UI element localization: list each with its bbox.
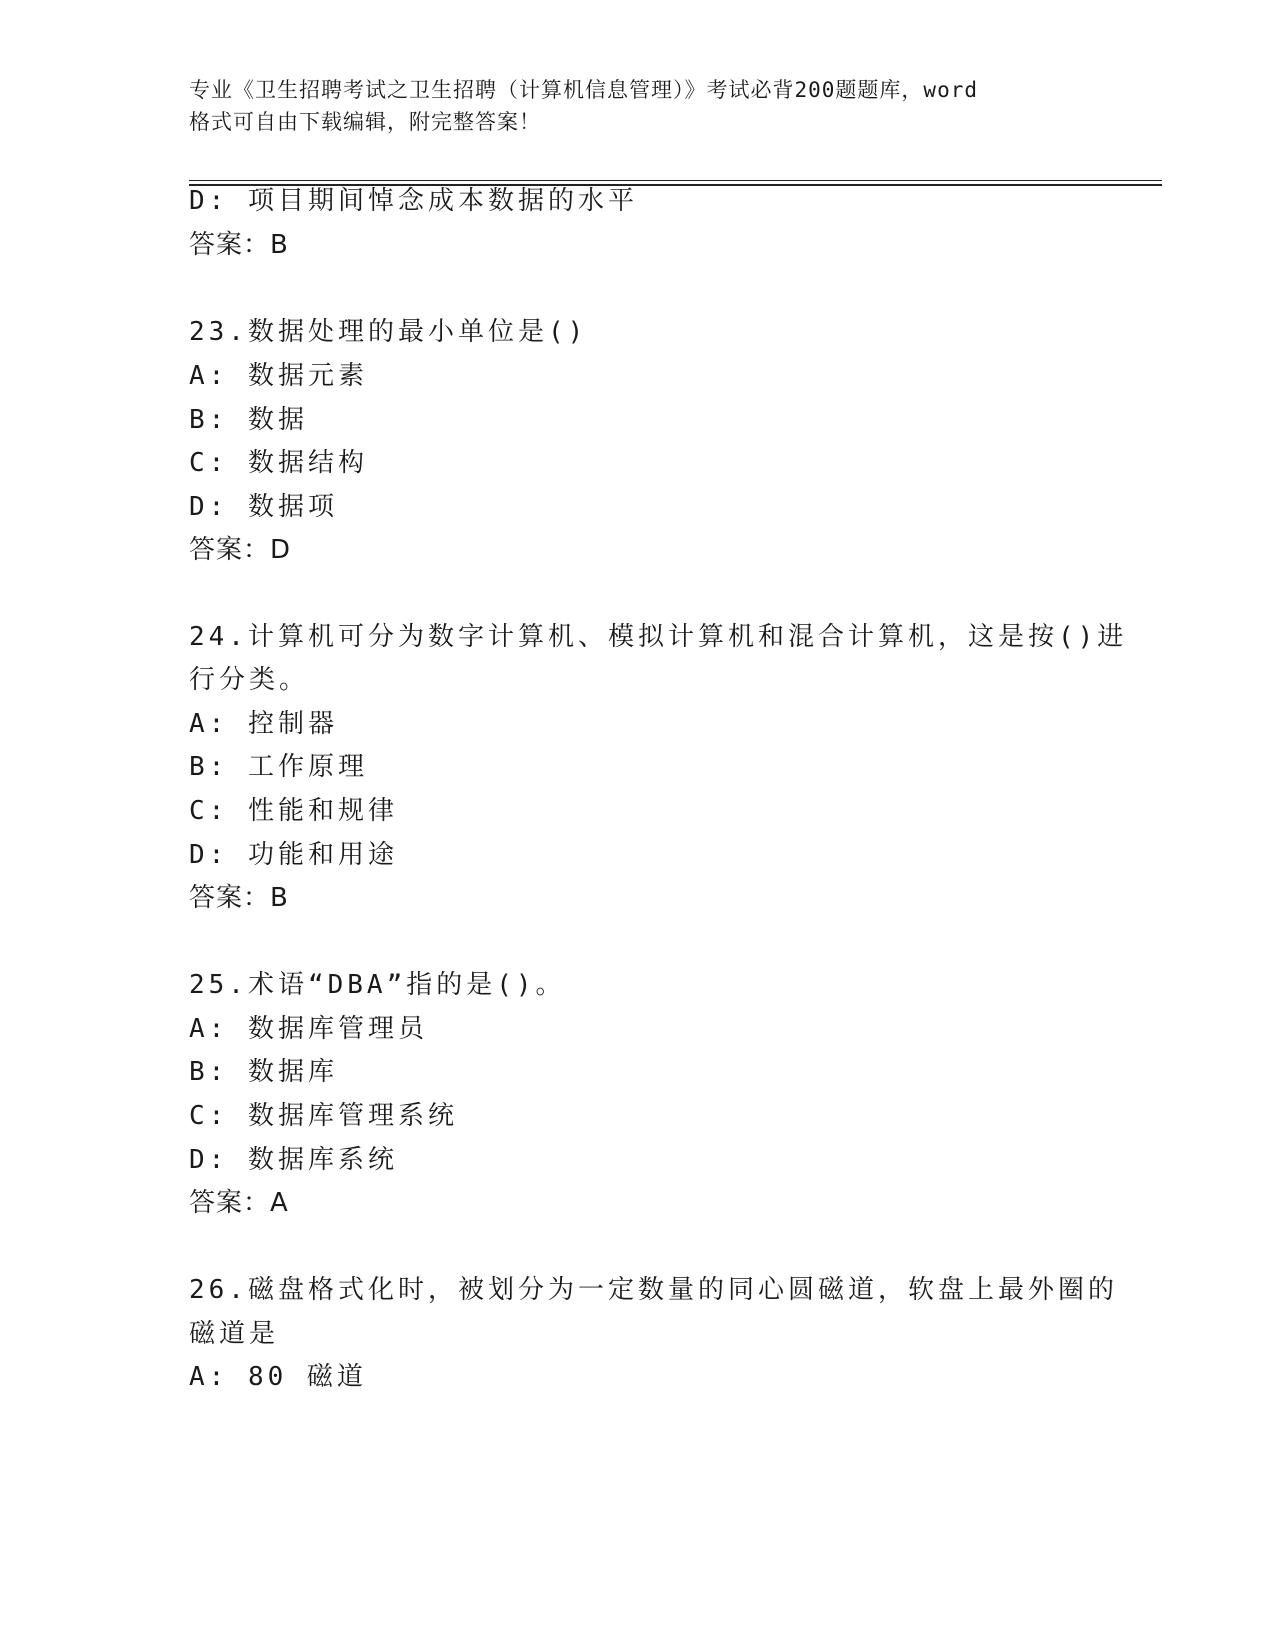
question-24-option-a: A: 控制器 — [189, 709, 338, 739]
question-23-answer: 答案：D — [189, 535, 292, 565]
question-25-option-c: C: 数据库管理系统 — [189, 1101, 458, 1131]
question-23-option-d: D: 数据项 — [189, 492, 338, 522]
question-24-option-c: C: 性能和规律 — [189, 796, 398, 826]
question-24-stem-line-2: 行分类。 — [189, 665, 310, 695]
document-header — [189, 74, 1089, 138]
prev-question-answer: 答案：B — [189, 230, 289, 260]
question-26-option-a: A: 80 磁道 — [189, 1362, 367, 1392]
question-24-answer: 答案：B — [189, 883, 289, 913]
question-23-option-a: A: 数据元素 — [189, 361, 368, 391]
question-26-stem-line-1: 26.磁盘格式化时，被划分为一定数量的同心圆磁道，软盘上最外圈的 — [189, 1275, 1118, 1305]
question-25-option-b: B: 数据库 — [189, 1057, 338, 1087]
question-23-option-c: C: 数据结构 — [189, 448, 368, 478]
question-24-option-b: B: 工作原理 — [189, 752, 368, 782]
prev-question-option-d: D: 项目期间悼念成本数据的水平 — [189, 186, 638, 216]
question-25-stem: 25.术语“DBA”指的是()。 — [189, 970, 566, 1000]
question-25-answer: 答案：A — [189, 1188, 289, 1218]
header-line-1: 专业《卫生招聘考试之卫生招聘（计算机信息管理）》考试必背200题题库，word — [189, 78, 978, 102]
question-25-option-d: D: 数据库系统 — [189, 1145, 398, 1175]
question-23-option-b: B: 数据 — [189, 405, 308, 435]
question-26-stem-line-2: 磁道是 — [189, 1319, 280, 1349]
question-25-option-a: A: 数据库管理员 — [189, 1014, 428, 1044]
question-24-option-d: D: 功能和用途 — [189, 840, 398, 870]
question-24-stem-line-1: 24.计算机可分为数字计算机、模拟计算机和混合计算机，这是按()进 — [189, 622, 1128, 652]
question-23-stem: 23.数据处理的最小单位是() — [189, 317, 588, 347]
header-line-2: 格式可自由下载编辑，附完整答案！ — [189, 110, 541, 134]
